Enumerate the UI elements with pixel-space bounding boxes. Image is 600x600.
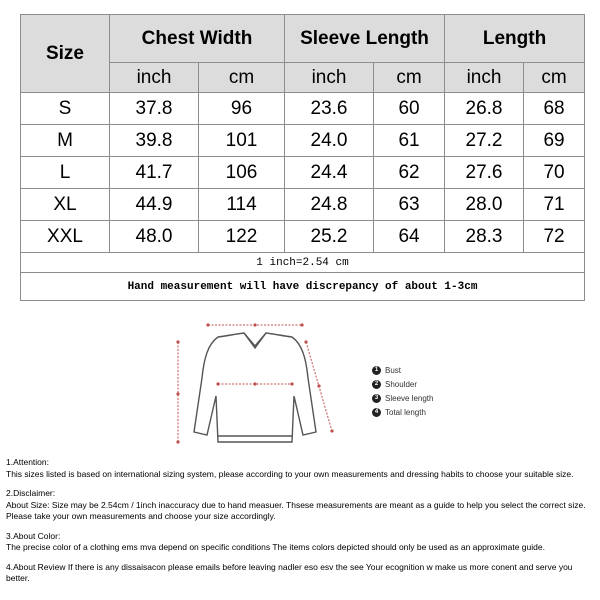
value-cell: 106 bbox=[199, 157, 285, 189]
value-cell: 44.9 bbox=[110, 189, 199, 221]
unit-cell: cm bbox=[374, 63, 445, 93]
conversion-note: 1 inch=2.54 cm bbox=[21, 253, 585, 273]
value-cell: 48.0 bbox=[110, 221, 199, 253]
unit-cell: inch bbox=[285, 63, 374, 93]
sweater-outline bbox=[194, 333, 316, 442]
value-cell: 25.2 bbox=[285, 221, 374, 253]
unit-cell: cm bbox=[199, 63, 285, 93]
sleeve-length-header: Sleeve Length bbox=[285, 15, 445, 63]
legend-item bbox=[372, 377, 433, 391]
size-chart-table bbox=[20, 14, 585, 301]
sleeve-marker-mid bbox=[317, 384, 320, 387]
value-cell: 101 bbox=[199, 125, 285, 157]
sweater-diagram bbox=[160, 314, 350, 454]
value-cell: 27.6 bbox=[445, 157, 524, 189]
sleeve-marker-bottom bbox=[330, 429, 333, 432]
value-cell: 64 bbox=[374, 221, 445, 253]
value-cell: 24.4 bbox=[285, 157, 374, 189]
table-row bbox=[21, 221, 585, 253]
value-cell: 24.0 bbox=[285, 125, 374, 157]
shoulder-marker-left bbox=[206, 323, 209, 326]
table-row bbox=[21, 189, 585, 221]
value-cell: 122 bbox=[199, 221, 285, 253]
length-marker-mid bbox=[176, 392, 179, 395]
value-cell: 39.8 bbox=[110, 125, 199, 157]
disclaimer-text: About Size: Size may be 2.54cm / 1inch inaccuracy due to hand measuer. Thsese measurements are meant as a guide to help you select the correct size. Please take your own measurements and choose your size accordingly. bbox=[6, 499, 586, 521]
value-cell: 114 bbox=[199, 189, 285, 221]
value-cell: 72 bbox=[524, 221, 585, 253]
length-header: Length bbox=[445, 15, 585, 63]
legend-item bbox=[372, 363, 433, 377]
value-cell: 37.8 bbox=[110, 93, 199, 125]
size-cell: XL bbox=[21, 189, 110, 221]
legend-number-icon: 4 bbox=[372, 408, 381, 417]
value-cell: 71 bbox=[524, 189, 585, 221]
disclaimer-title: 2.Disclaimer: bbox=[6, 488, 56, 498]
bust-marker-left bbox=[216, 382, 219, 385]
bust-marker-right bbox=[290, 382, 293, 385]
legend-number-icon: 3 bbox=[372, 394, 381, 403]
length-marker-bottom bbox=[176, 440, 179, 443]
value-cell: 96 bbox=[199, 93, 285, 125]
legend-label: Shoulder bbox=[385, 379, 418, 389]
value-cell: 62 bbox=[374, 157, 445, 189]
value-cell: 68 bbox=[524, 93, 585, 125]
attention-title: 1.Attention: bbox=[6, 457, 50, 467]
attention-text: This sizes listed is based on international sizing system, please according to your own measurements and dressing habits to choose your suitable size. bbox=[6, 468, 574, 479]
legend-number-icon: 1 bbox=[372, 366, 381, 375]
size-cell: S bbox=[21, 93, 110, 125]
legend-label: Bust bbox=[385, 365, 402, 375]
color-title: 3.About Color: bbox=[6, 530, 61, 541]
shoulder-marker-center bbox=[253, 323, 256, 326]
size-header: Size bbox=[21, 15, 110, 93]
chest-width-header: Chest Width bbox=[110, 15, 285, 63]
shoulder-marker-right bbox=[300, 323, 303, 326]
unit-cell: inch bbox=[445, 63, 524, 93]
value-cell: 27.2 bbox=[445, 125, 524, 157]
value-cell: 61 bbox=[374, 125, 445, 157]
size-cell: L bbox=[21, 157, 110, 189]
table-row bbox=[21, 125, 585, 157]
value-cell: 63 bbox=[374, 189, 445, 221]
length-marker-top bbox=[176, 340, 179, 343]
table-row bbox=[21, 93, 585, 125]
legend-number-icon: 2 bbox=[372, 380, 381, 389]
legend-item bbox=[372, 391, 433, 405]
bust-marker-center bbox=[253, 382, 256, 385]
size-cell: M bbox=[21, 125, 110, 157]
legend-item bbox=[372, 405, 433, 419]
value-cell: 69 bbox=[524, 125, 585, 157]
value-cell: 26.8 bbox=[445, 93, 524, 125]
value-cell: 41.7 bbox=[110, 157, 199, 189]
value-cell: 28.3 bbox=[445, 221, 524, 253]
discrepancy-note: Hand measurement will have discrepancy of about 1-3cm bbox=[21, 273, 585, 301]
unit-cell: inch bbox=[110, 63, 199, 93]
color-text: The precise color of a clothing ems mva depend on specific conditions The items colors depicted should only be used as an approximate guide. bbox=[6, 542, 545, 552]
unit-cell: cm bbox=[524, 63, 585, 93]
review-text: 4.About Review If there is any dissaisacon please emails before leaving nadler eso esv the see Your ecognition w make us more conent and serve you better. bbox=[6, 561, 573, 583]
value-cell: 70 bbox=[524, 157, 585, 189]
value-cell: 24.8 bbox=[285, 189, 374, 221]
legend-label: Sleeve length bbox=[385, 393, 434, 403]
sleeve-marker-top bbox=[304, 340, 307, 343]
legend-label: Total length bbox=[385, 407, 426, 417]
notes-section bbox=[6, 457, 596, 593]
size-cell: XXL bbox=[21, 221, 110, 253]
value-cell: 60 bbox=[374, 93, 445, 125]
value-cell: 28.0 bbox=[445, 189, 524, 221]
table-row bbox=[21, 157, 585, 189]
measurement-legend bbox=[372, 363, 433, 419]
value-cell: 23.6 bbox=[285, 93, 374, 125]
